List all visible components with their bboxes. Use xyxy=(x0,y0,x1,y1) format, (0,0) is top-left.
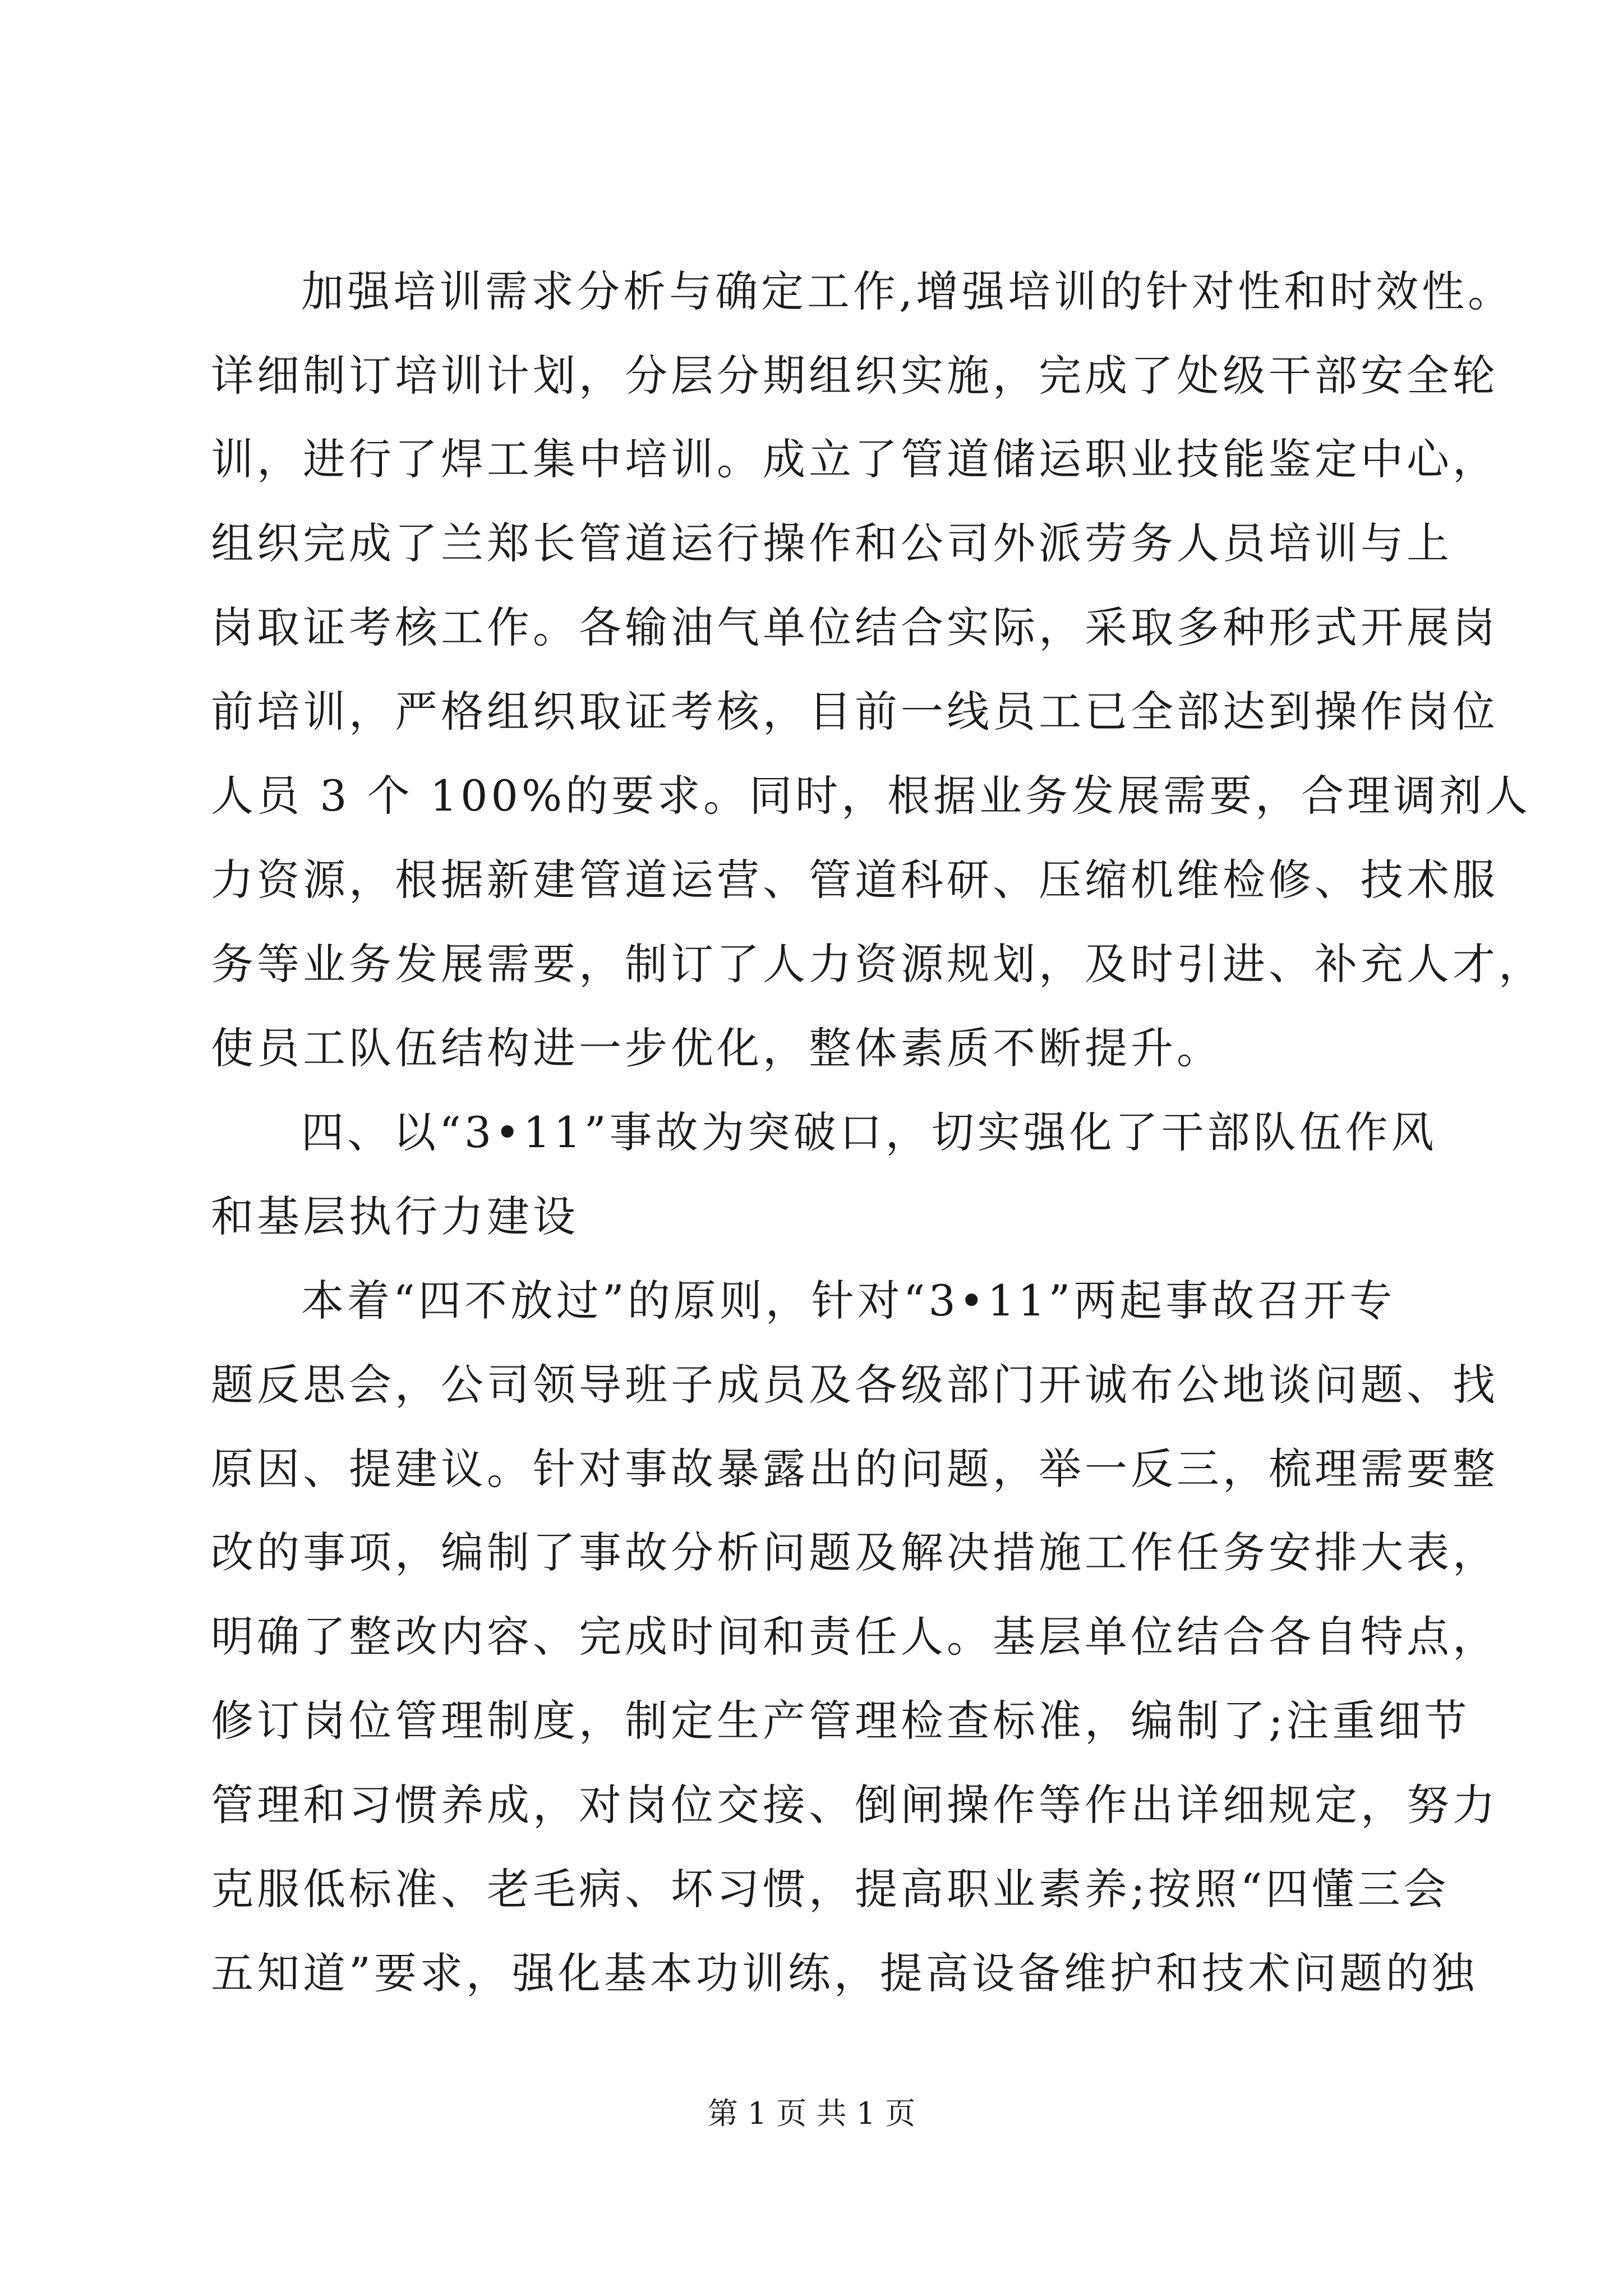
body-line: 题反思会，公司领导班子成员及各级部门开诚布公地谈问题、找 xyxy=(211,1360,1498,1410)
body-line: 克服低标准、老毛病、坏习惯，提高职业素养;按照“四懂三会 xyxy=(211,1864,1450,1914)
body-line: 使员工队伍结构进一步优化，整体素质不断提升。 xyxy=(211,1023,1223,1073)
body-line: 详细制订培训计划，分层分期组织实施，完成了处级干部安全轮 xyxy=(211,351,1498,401)
body-line: 人员 3 个 100%的要求。同时，根据业务发展需要，合理调剂人 xyxy=(211,771,1532,821)
body-line: 加强培训需求分析与确定工作,增强培训的针对性和时效性。 xyxy=(301,266,1514,316)
body-line: 训，进行了焊工集中培训。成立了管道储运职业技能鉴定中心， xyxy=(211,434,1498,484)
body-line: 管理和习惯养成，对岗位交接、倒闸操作等作出详细规定，努力 xyxy=(211,1780,1498,1830)
section-heading-line: 四、以“3•11”事故为突破口，切实强化了干部队伍作风 xyxy=(301,1107,1437,1157)
page-number-footer: 第 1 页 共 1 页 xyxy=(707,2096,916,2131)
body-line: 务等业务发展需要，制订了人力资源规划，及时引进、补充人才， xyxy=(211,939,1544,989)
body-line: 原因、提建议。针对事故暴露出的问题，举一反三，梳理需要整 xyxy=(211,1444,1498,1494)
section-heading-line: 和基层执行力建设 xyxy=(211,1191,579,1241)
body-line: 修订岗位管理制度，制定生产管理检查标准，编制了;注重细节 xyxy=(211,1696,1470,1746)
body-line: 改的事项，编制了事故分析问题及解决措施工作任务安排大表， xyxy=(211,1527,1498,1577)
body-line: 岗取证考核工作。各输油气单位结合实际，采取多种形式开展岗 xyxy=(211,602,1498,652)
body-line: 组织完成了兰郑长管道运行操作和公司外派劳务人员培训与上 xyxy=(211,518,1453,568)
body-line: 前培训，严格组织取证考核，目前一线员工已全部达到操作岗位 xyxy=(211,687,1498,737)
body-line: 五知道”要求，强化基本功训练，提高设备维护和技术问题的独 xyxy=(211,1948,1478,1998)
body-line: 本着“四不放过”的原则，针对“3•11”两起事故召开专 xyxy=(301,1276,1396,1326)
body-line: 力资源，根据新建管道运营、管道科研、压缩机维检修、技术服 xyxy=(211,855,1498,905)
body-line: 明确了整改内容、完成时间和责任人。基层单位结合各自特点， xyxy=(211,1612,1498,1662)
